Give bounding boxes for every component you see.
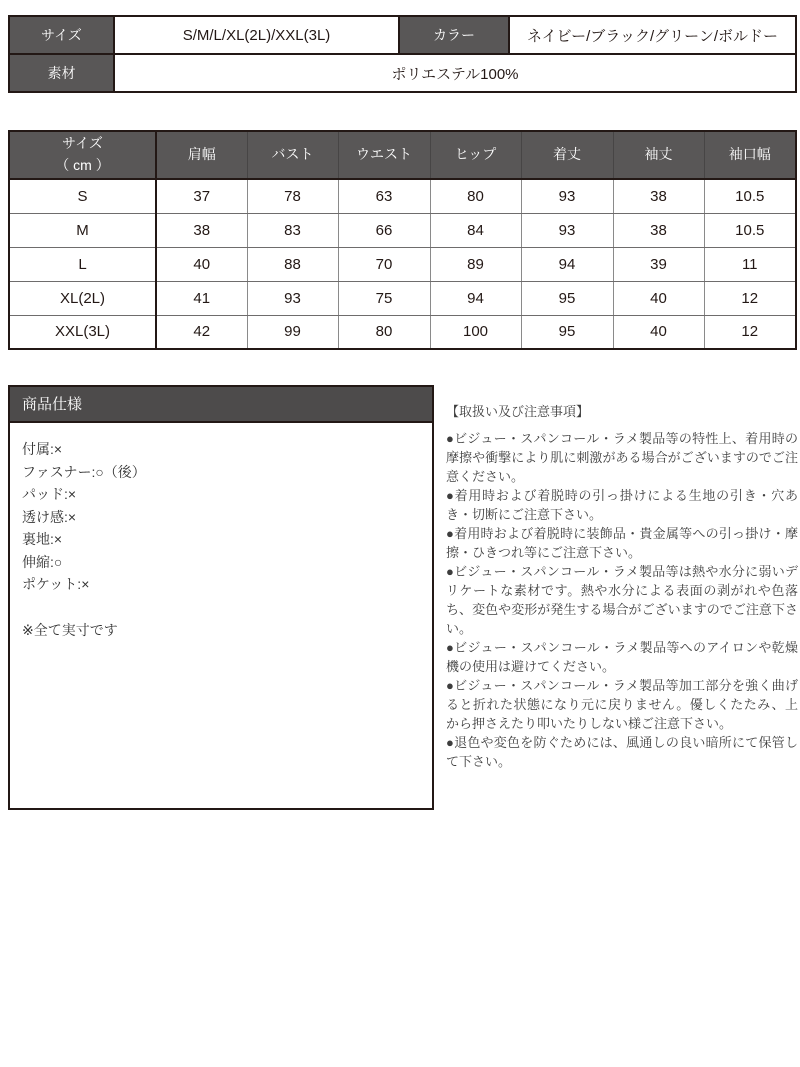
size-row-xxl3l: [9, 315, 796, 349]
column-header-shoulder: 肩幅: [156, 131, 247, 179]
measurement-cell: 12: [704, 281, 796, 315]
material-header-cell: 素材: [9, 54, 114, 92]
size-row-l: [9, 247, 796, 281]
size-value-cell: S/M/L/XL(2L)/XXL(3L): [114, 16, 399, 54]
measurement-cell: 78: [247, 179, 338, 213]
measurement-cell: 40: [156, 247, 247, 281]
measurement-cell: 38: [156, 213, 247, 247]
measurement-cell: 10.5: [704, 179, 796, 213]
measurement-cell: 38: [613, 213, 704, 247]
size-label-cell: S: [9, 179, 156, 213]
care-note-jewelry: ●着用時および着脱時に装飾品・貴金属等への引っ掛け・摩擦・ひきつれ等にご注意下さい。: [446, 526, 798, 560]
size-row-xl2l: [9, 281, 796, 315]
size-label-cell: XXL(3L): [9, 315, 156, 349]
column-header-waist: ウエスト: [338, 131, 430, 179]
size-table-header-row: [9, 131, 796, 179]
measurement-cell: 100: [430, 315, 521, 349]
care-note-heat-moisture: ●ビジュー・スパンコール・ラメ製品等は熱や水分に弱いデリケートな素材です。熱や水分による表面の剥がれや色落ち、変色や変形が発生する場合がございますのでご注意下さい。: [446, 564, 798, 636]
product-spec-box: [8, 385, 434, 810]
care-note-friction: ●ビジュー・スパンコール・ラメ製品等の特性上、着用時の摩擦や衝撃により肌に刺激がある場合がございますのでご注意ください。: [446, 431, 798, 484]
spec-box-body: [10, 423, 432, 656]
care-note-iron-dryer: ●ビジュー・スパンコール・ラメ製品等へのアイロンや乾燥機の使用は避けてください。: [446, 640, 798, 674]
care-note-storage: ●退色や変色を防ぐためには、風通しの良い暗所にて保管して下さい。: [446, 735, 798, 769]
measurement-cell: 99: [247, 315, 338, 349]
measurement-cell: 42: [156, 315, 247, 349]
measurement-cell: 93: [521, 179, 613, 213]
measurement-cell: 80: [338, 315, 430, 349]
info-row-material: [9, 54, 796, 92]
measurement-cell: 38: [613, 179, 704, 213]
column-header-hip: ヒップ: [430, 131, 521, 179]
size-cm-corner-cell: [9, 131, 156, 179]
spec-item-pad: パッド:×: [22, 486, 77, 502]
info-row-size-color: [9, 16, 796, 54]
corner-line-1: サイズ: [62, 135, 103, 152]
color-header-cell: カラー: [399, 16, 509, 54]
measurement-cell: 89: [430, 247, 521, 281]
column-header-sleeve: 袖丈: [613, 131, 704, 179]
size-measurement-table: [8, 130, 797, 350]
measurement-cell: 80: [430, 179, 521, 213]
corner-line-2: （ cm ）: [55, 157, 110, 173]
spec-item-stretch: 伸縮:○: [22, 553, 63, 570]
measurement-cell: 93: [521, 213, 613, 247]
measurement-cell: 70: [338, 247, 430, 281]
measurement-cell: 12: [704, 315, 796, 349]
color-value-cell: ネイビー/ブラック/グリーン/ボルドー: [509, 16, 796, 54]
measurement-cell: 94: [430, 281, 521, 315]
spec-item-accessory: 付属:×: [22, 441, 63, 457]
size-header-cell: サイズ: [9, 16, 114, 54]
spec-item-sheerness: 透け感:×: [22, 508, 77, 525]
spec-item-lining: 裏地:×: [22, 531, 63, 547]
measurement-cell: 37: [156, 179, 247, 213]
care-note-bending: ●ビジュー・スパンコール・ラメ製品等加工部分を強く曲げると折れた状態になり元に戻りません。優しくたたみ、上から押さえたり叩いたりしない様ご注意下さい。: [446, 678, 798, 731]
measurement-cell: 10.5: [704, 213, 796, 247]
measurement-cell: 40: [613, 281, 704, 315]
measurement-cell: 75: [338, 281, 430, 315]
care-notes-title: 【取扱い及び注意事項】: [446, 404, 590, 419]
measurement-cell: 40: [613, 315, 704, 349]
product-info-table: [8, 15, 797, 93]
spec-measurement-note: ※全て実寸です: [22, 621, 118, 638]
size-label-cell: M: [9, 213, 156, 247]
measurement-cell: 63: [338, 179, 430, 213]
column-header-cuff: 袖口幅: [704, 131, 796, 179]
spec-box-title: 商品仕様: [10, 387, 432, 423]
column-header-length: 着丈: [521, 131, 613, 179]
column-header-bust: バスト: [247, 131, 338, 179]
measurement-cell: 88: [247, 247, 338, 281]
size-label-cell: XL(2L): [9, 281, 156, 315]
size-label-cell: L: [9, 247, 156, 281]
size-row-s: [9, 179, 796, 213]
measurement-cell: 41: [156, 281, 247, 315]
spec-item-fastener: ファスナー:○（後）: [22, 463, 146, 480]
measurement-cell: 83: [247, 213, 338, 247]
measurement-cell: 84: [430, 213, 521, 247]
size-row-m: [9, 213, 796, 247]
measurement-cell: 95: [521, 315, 613, 349]
spec-item-pocket: ポケット:×: [22, 576, 90, 592]
measurement-cell: 39: [613, 247, 704, 281]
care-notes-section: [446, 402, 798, 771]
measurement-cell: 93: [247, 281, 338, 315]
measurement-cell: 66: [338, 213, 430, 247]
measurement-cell: 11: [704, 247, 796, 281]
material-value-cell: ポリエステル100%: [114, 54, 796, 92]
care-note-snagging: ●着用時および着脱時の引っ掛けによる生地の引き・穴あき・切断にご注意下さい。: [446, 488, 798, 522]
measurement-cell: 94: [521, 247, 613, 281]
measurement-cell: 95: [521, 281, 613, 315]
